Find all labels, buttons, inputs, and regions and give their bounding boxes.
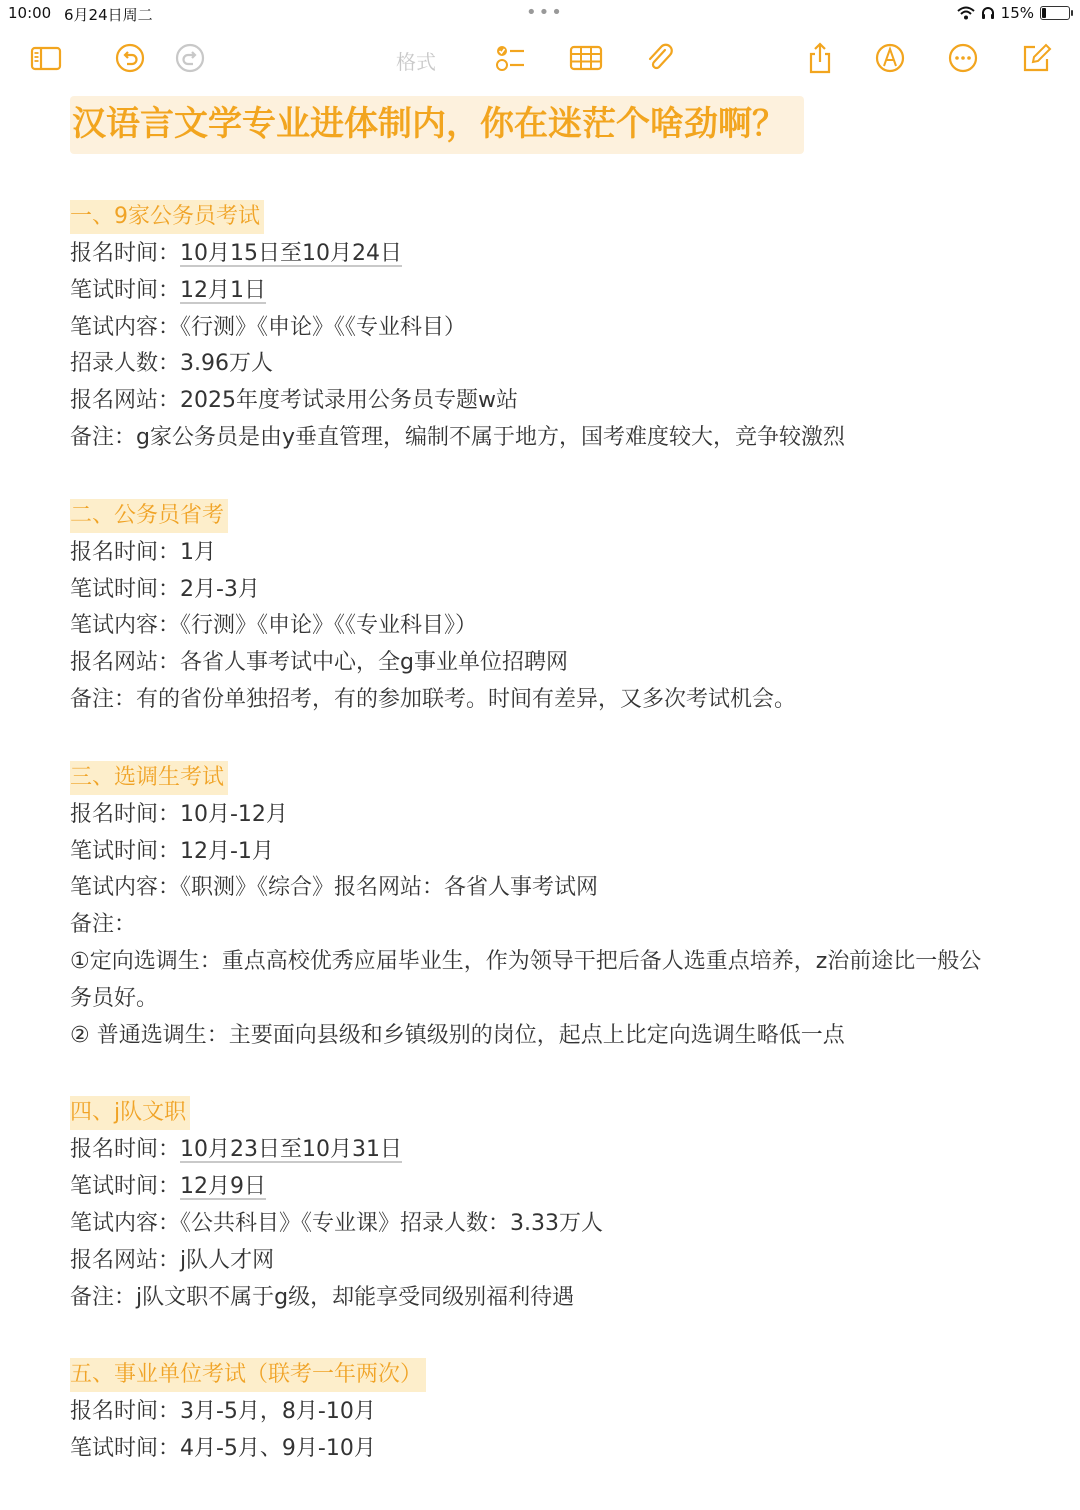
note-title: 汉语言文学专业进体制内，你在迷茫个啥劲啊？ [70,96,804,154]
underlined-date: 10月23日至10月31日 [180,1137,402,1163]
note-line [70,1169,1020,1206]
multitasking-dots-icon[interactable]: ••• [526,2,564,23]
note-line: ①定向选调生：重点高校优秀应届毕业生，作为领导干把后备人选重点培养，z治前途比一般公务员好。 [70,948,982,1011]
section-heading: 三、选调生考试 [70,761,228,795]
compose-icon [1019,41,1053,75]
note-line: 笔试内容：《行测》《申论》《《专业科目》） [70,613,478,639]
battery-percent: 15% [1000,4,1034,22]
note-line: 报名时间：10月-12月 [70,801,288,827]
note-line: 笔试时间：12月-1月 [70,838,274,864]
markup-icon [873,41,907,75]
line-label: 报名时间： [70,1137,181,1163]
note-body[interactable] [70,96,1020,1510]
note-line: 笔试内容：《职测》《综合》报名网站：各省人事考试网 [70,875,599,901]
line-label: 笔试时间： [70,1174,181,1200]
more-icon [946,41,980,75]
undo-button[interactable] [110,36,150,80]
section-provincial-exam [70,499,1020,719]
note-line: 备注：有的省份单独招考，有的参加联考。时间有差异，又多次考试机会。 [70,686,797,712]
status-time: 10:00 [8,4,52,22]
more-button[interactable] [943,36,983,80]
status-right [957,4,1070,22]
section-public-institution [70,1358,1020,1468]
wifi-icon [957,6,975,20]
battery-icon [1040,6,1070,20]
headphones-icon [981,6,995,20]
status-date: 6月24日周二 [64,6,153,24]
checklist-button[interactable] [490,36,530,80]
note-line [70,1132,1020,1169]
section-heading: 二、公务员省考 [70,499,228,533]
table-icon [569,41,603,75]
undo-icon [113,41,147,75]
sidebar-icon [29,41,63,75]
note-line: 报名网站：j队人才网 [70,1247,275,1273]
sidebar-button[interactable] [26,36,66,80]
redo-button[interactable] [170,36,210,80]
note-line: 报名时间：1月 [70,539,216,565]
attachment-icon [643,41,677,75]
note-line [70,273,1020,310]
note-line: 备注：j队文职不属于g级，却能享受同级别福利待遇 [70,1284,575,1310]
note-line: 备注：g家公务员是由y垂直管理，编制不属于地方，国考难度较大，竞争较激烈 [70,424,845,450]
underlined-date: 12月1日 [180,277,267,303]
note-line: 报名时间：3月-5月，8月-10月 [70,1399,376,1425]
table-button[interactable] [566,36,606,80]
status-bar [0,0,1080,28]
markup-button[interactable] [870,36,910,80]
share-button[interactable] [800,36,840,80]
note-line: 报名网站：各省人事考试中心，全g事业单位招聘网 [70,650,568,676]
section-heading: 五、事业单位考试（联考一年两次） [70,1358,426,1392]
section-national-exam [70,200,1020,457]
note-line: 笔试时间：4月-5月、9月-10月 [70,1436,376,1462]
line-label: 报名时间： [70,241,181,266]
attachment-button[interactable] [640,36,680,80]
note-line: 备注： [70,912,137,938]
section-heading: 一、9家公务员考试 [70,200,264,234]
checklist-icon [493,41,527,75]
section-military-civilian [70,1096,1020,1316]
note-line: 笔试时间：2月-3月 [70,576,260,602]
underlined-date: 12月9日 [180,1174,267,1200]
section-heading: 四、j队文职 [70,1096,190,1130]
note-line: 报名网站：2025年度考试录用公务员专题w站 [70,388,518,414]
note-line: 笔试内容：《行测》《申论》《《专业科目） [70,314,467,340]
redo-icon [173,41,207,75]
note-line: ② 普通选调生：主要面向县级和乡镇级别的岗位，起点上比定向选调生略低一点 [70,1022,845,1048]
underlined-date: 10月15日至10月24日 [180,241,402,266]
share-icon [803,41,837,75]
notes-toolbar [0,36,1080,82]
note-line: 笔试内容：《公共科目》《专业课》招录人数：3.33万人 [70,1210,603,1236]
note-line: 招录人数：3.96万人 [70,351,273,377]
section-selection-exam [70,761,1020,1055]
line-label: 笔试时间： [70,277,181,303]
compose-button[interactable] [1016,36,1056,80]
format-button[interactable]: 格式 [396,50,436,74]
note-line [70,236,1020,273]
